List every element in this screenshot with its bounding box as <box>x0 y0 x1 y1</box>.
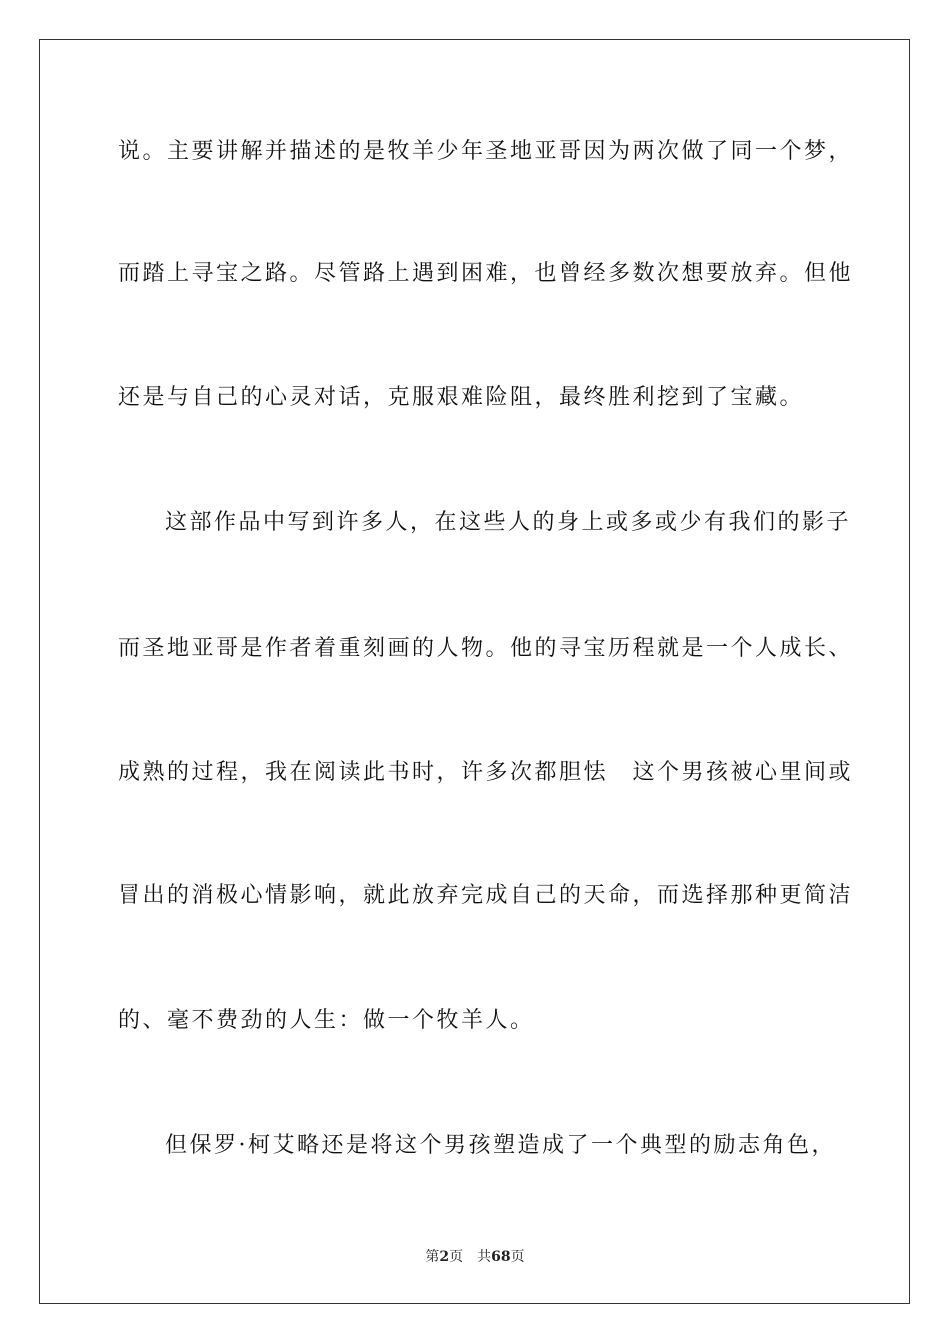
body-text-line: 成熟的过程，我在阅读此书时，许多次都胆怯 这个男孩被心里间或 <box>118 760 854 785</box>
body-text-line: 还是与自己的心灵对话，克服艰难险阻，最终胜利挖到了宝藏。 <box>118 385 805 410</box>
total-prefix: 共 <box>477 1249 492 1265</box>
body-text-line: 说。主要讲解并描述的是牧羊少年圣地亚哥因为两次做了同一个梦， <box>118 139 854 164</box>
body-text-line: 冒出的消极心情影响，就此放弃完成自己的天命，而选择那种更简洁 <box>118 883 854 908</box>
body-text-line: 而踏上寻宝之路。尽管路上遇到困难，也曾经多数次想要放弃。但他 <box>118 261 854 286</box>
total-suffix: 页 <box>510 1249 525 1265</box>
page-prefix: 第 <box>425 1249 440 1265</box>
page-suffix: 页 <box>449 1249 464 1265</box>
total-pages: 68 <box>491 1249 511 1265</box>
body-text-line: 的、毫不费劲的人生：做一个牧羊人。 <box>118 1008 535 1033</box>
paragraph-first-line: 但保罗·柯艾略还是将这个男孩塑造成了一个典型的励志角色， <box>165 1133 836 1158</box>
page-number: 2 <box>439 1249 450 1265</box>
body-text-line: 而圣地亚哥是作者着重刻画的人物。他的寻宝历程就是一个人成长、 <box>118 636 854 661</box>
page-border <box>39 39 910 1304</box>
paragraph-first-line: 这部作品中写到许多人，在这些人的身上或多或少有我们的影子 <box>165 510 852 535</box>
page-footer <box>0 1247 950 1267</box>
